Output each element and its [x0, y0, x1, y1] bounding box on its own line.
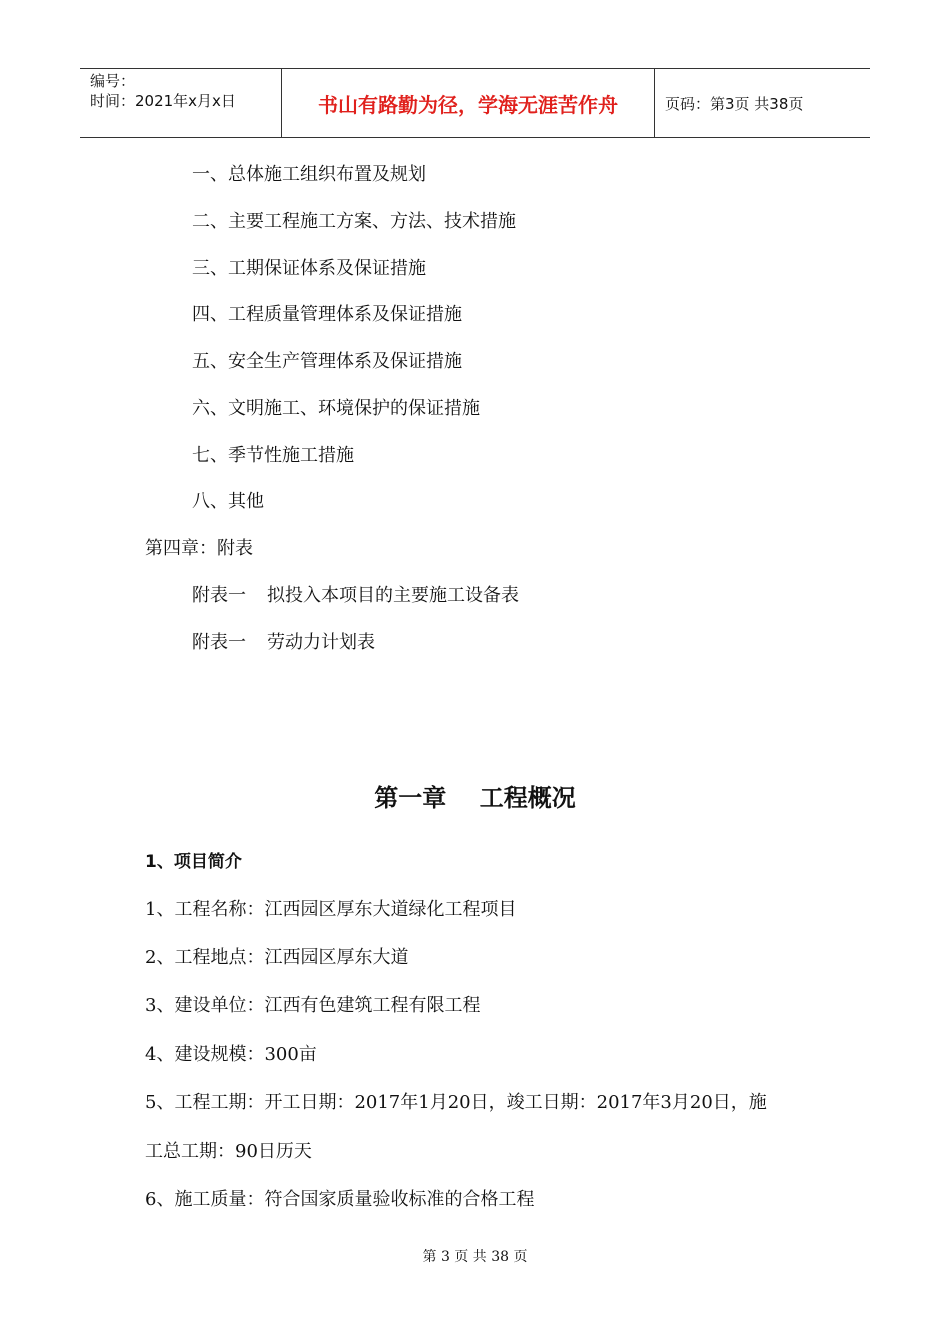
appendix-item	[192, 581, 519, 607]
toc-item: 一、总体施工组织布置及规划	[192, 164, 426, 185]
appendix-item	[192, 628, 375, 654]
toc-item: 二、主要工程施工方案、方法、技术措施	[192, 211, 516, 232]
toc-item: 八、其他	[192, 491, 264, 512]
number-label: 编号：	[90, 72, 136, 90]
header-motto: 书山有路勤为径，学海无涯苦作舟	[282, 69, 655, 137]
info-item: 5、工程工期：开工日期：2017年1月20日，竣工日期：2017年3月20日，施	[145, 1092, 767, 1113]
section-heading: 1、项目简介	[145, 852, 242, 872]
info-item: 3、建设单位：江西有色建筑工程有限工程	[145, 995, 481, 1016]
info-item: 6、施工质量：符合国家质量验收标准的合格工程	[145, 1189, 535, 1210]
info-item: 工总工期：90日历天	[145, 1141, 312, 1162]
toc-item: 三、工期保证体系及保证措施	[192, 258, 426, 279]
info-item: 4、建设规模：300亩	[145, 1044, 317, 1065]
chapter4-heading: 第四章：附表	[145, 538, 253, 559]
appendix-title: 劳动力计划表	[267, 632, 375, 653]
chapter-title: 第一章 工程概况	[374, 783, 576, 812]
toc-item: 五、安全生产管理体系及保证措施	[192, 351, 462, 372]
appendix-label: 附表一	[192, 585, 246, 606]
page-footer: 第 3 页 共 38 页	[422, 1249, 528, 1265]
header-page-info: 页码：第3页 共38页	[665, 94, 804, 113]
toc-item: 六、文明施工、环境保护的保证措施	[192, 398, 480, 419]
info-item: 2、工程地点：江西园区厚东大道	[145, 947, 409, 968]
info-item: 1、工程名称：江西园区厚东大道绿化工程项目	[145, 899, 517, 920]
toc-item: 七、季节性施工措施	[192, 445, 354, 466]
appendix-label: 附表一	[192, 632, 246, 653]
time-label: 时间：2021年x月x日	[90, 92, 236, 110]
header-meta	[80, 69, 282, 137]
page-header	[80, 68, 870, 138]
appendix-title: 拟投入本项目的主要施工设备表	[267, 585, 519, 606]
toc-item: 四、工程质量管理体系及保证措施	[192, 304, 462, 325]
